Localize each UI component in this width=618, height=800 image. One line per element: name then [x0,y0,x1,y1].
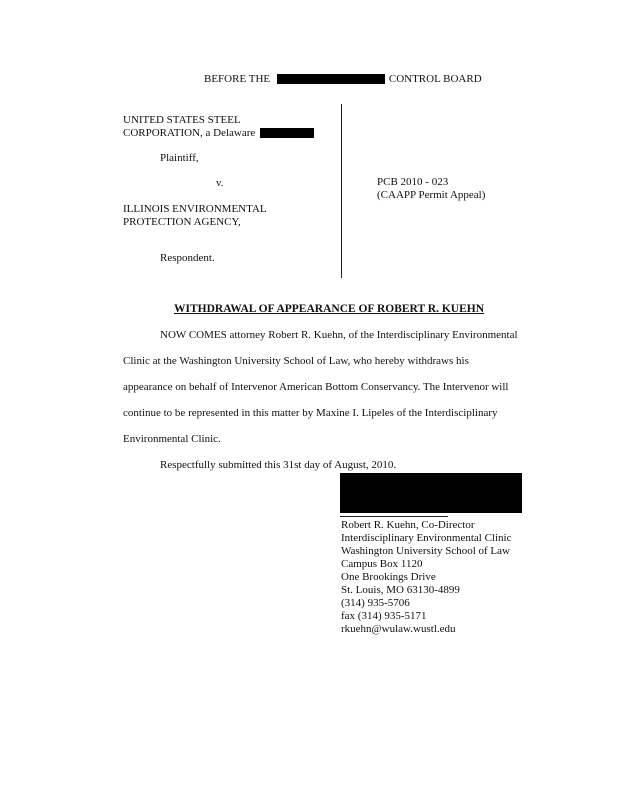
header-board-text: CONTROL BOARD [388,73,482,85]
signature-redaction [340,473,522,513]
signature-box: Campus Box 1120 [341,558,423,570]
respondent-name-line1: ILLINOIS ENVIRONMENTAL [123,203,267,215]
signature-school: Washington University School of Law [341,545,510,557]
signature-street: One Brookings Drive [341,571,436,583]
respondent-role: Respondent. [160,252,215,264]
versus-text: v. [216,177,224,189]
body-line: continue to be represented in this matter by Maxine I. Lipeles of the Interdisciplinary [123,407,498,419]
body-line: appearance on behalf of Intervenor American Bottom Conservancy. The Intervenor will [123,381,509,393]
petitioner-role: Plaintiff, [160,152,199,164]
redaction-block [277,74,385,84]
case-type: (CAAPP Permit Appeal) [377,189,486,201]
body-line: Environmental Clinic. [123,433,221,445]
body-line: NOW COMES attorney Robert R. Kuehn, of the Interdisciplinary Environmental [160,329,518,341]
signature-email[interactable]: rkuehn@wulaw.wustl.edu [341,623,456,635]
signature-city: St. Louis, MO 63130-4899 [341,584,460,596]
body-line: Clinic at the Washington University School of Law, who hereby withdraws his [123,355,469,367]
document-title: WITHDRAWAL OF APPEARANCE OF ROBERT R. KUEHN [174,303,485,315]
caption-divider [341,104,342,278]
signature-phone: (314) 935-5706 [341,597,410,609]
petitioner-name-line2: CORPORATION, a Delaware [123,127,314,140]
case-number: PCB 2010 - 023 [377,176,449,188]
signature-clinic: Interdisciplinary Environmental Clinic [341,532,512,544]
petitioner-name-line1: UNITED STATES STEEL [123,114,241,126]
respondent-name-line2: PROTECTION AGENCY, [123,216,241,228]
header-before-text: BEFORE THE [204,73,271,85]
board-header [204,73,482,86]
signature-line [340,516,448,517]
redaction-block [260,128,314,138]
signature-fax: fax (314) 935-5171 [341,610,427,622]
closing-line: Respectfully submitted this 31st day of August, 2010. [160,459,397,471]
signature-name-title: Robert R. Kuehn, Co-Director [341,519,475,531]
